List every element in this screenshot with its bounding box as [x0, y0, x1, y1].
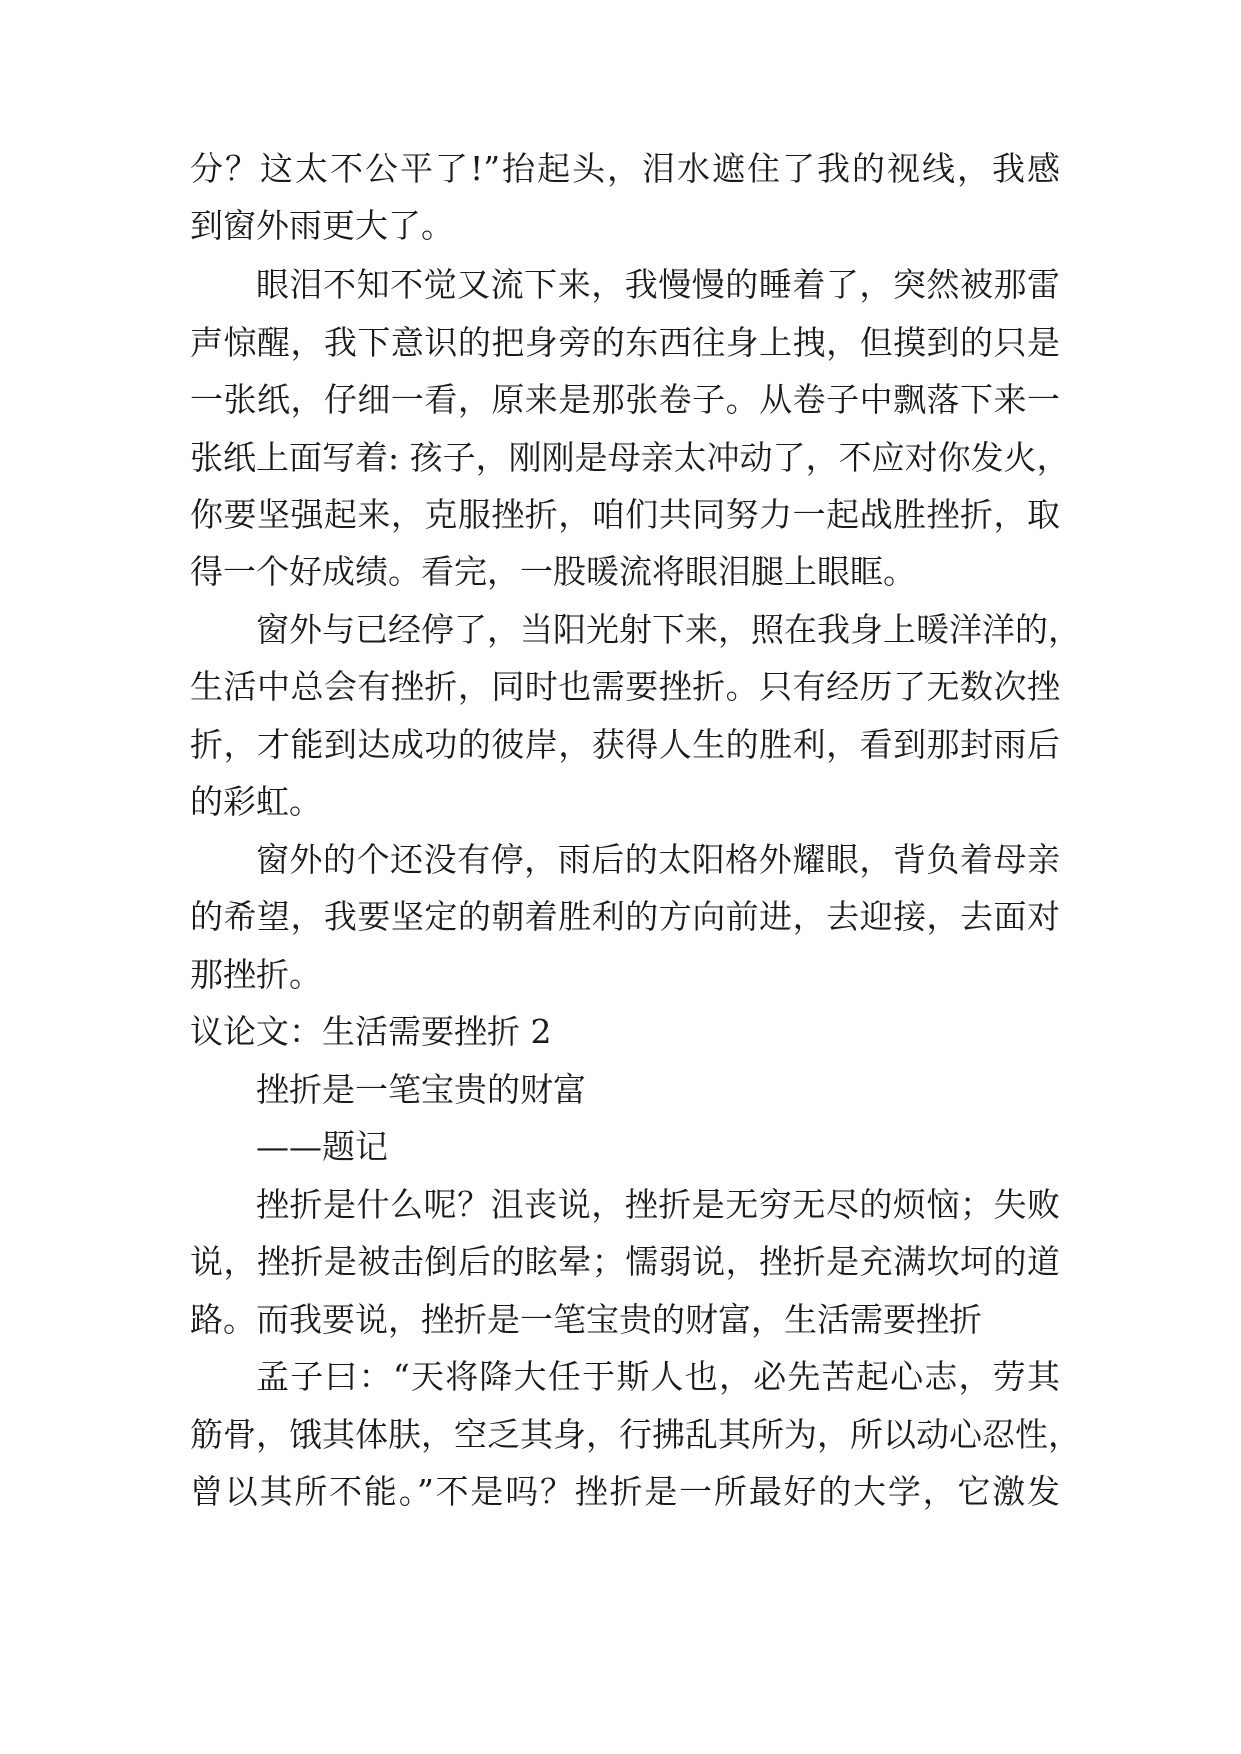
paragraph-first-line: 眼泪不知不觉又流下来，我慢慢的睡着了，突然被那雷 [256, 265, 1060, 304]
text-line: 你要坚强起来，克服挫折，咱们共同努力一起战胜挫折，取 [190, 495, 1060, 534]
text-line: 生活中总会有挫折，同时也需要挫折。只有经历了无数次挫 [190, 667, 1060, 706]
text-line: 声惊醒，我下意识的把身旁的东西往身上拽，但摸到的只是 [190, 323, 1060, 362]
text-line: 得一个好成绩。看完，一股暖流将眼泪腿上眼眶。 [190, 552, 916, 591]
section-title: 议论文：生活需要挫折 2 [190, 1012, 552, 1051]
epigraph: 挫折是一笔宝贵的财富 [256, 1070, 586, 1109]
text-line: 那挫折。 [190, 955, 322, 994]
paragraph-first-line: 孟子曰：“天将降大任于斯人也，必先苦起心志，劳其 [256, 1357, 1060, 1396]
text-line: 筋骨，饿其体肤，空乏其身，行拂乱其所为，所以动心忍性， [190, 1415, 1081, 1454]
text-line: 折，才能到达成功的彼岸，获得人生的胜利，看到那封雨后 [190, 725, 1060, 764]
paragraph-first-line: 窗外与已经停了，当阳光射下来，照在我身上暖洋洋的， [256, 610, 1081, 649]
text-line: 的彩虹。 [190, 782, 322, 821]
text-line: 一张纸，仔细一看，原来是那张卷子。从卷子中飘落下来一 [190, 380, 1060, 419]
paragraph-first-line: 窗外的个还没有停，雨后的太阳格外耀眼，背负着母亲 [256, 840, 1060, 879]
text-line: 路。而我要说，挫折是一笔宝贵的财富，生活需要挫折 [190, 1300, 982, 1339]
text-line: 的希望，我要坚定的朝着胜利的方向前进，去迎接，去面对 [190, 897, 1060, 936]
paragraph-first-line: 挫折是什么呢？沮丧说，挫折是无穷无尽的烦恼；失败 [256, 1185, 1060, 1224]
text-line: 张纸上面写着: 孩子，刚刚是母亲太冲动了，不应对你发火， [190, 438, 1070, 477]
text-line: 到窗外雨更大了。 [190, 206, 454, 245]
text-line: 说，挫折是被击倒后的眩晕；懦弱说，挫折是充满坎坷的道 [190, 1242, 1060, 1281]
epigraph-attribution: ——题记 [256, 1127, 388, 1166]
text-line: 曾以其所不能。”不是吗？挫折是一所最好的大学，它激发 [190, 1472, 1060, 1511]
text-line: 分？这太不公平了!”抬起头，泪水遮住了我的视线，我感 [190, 149, 1060, 188]
